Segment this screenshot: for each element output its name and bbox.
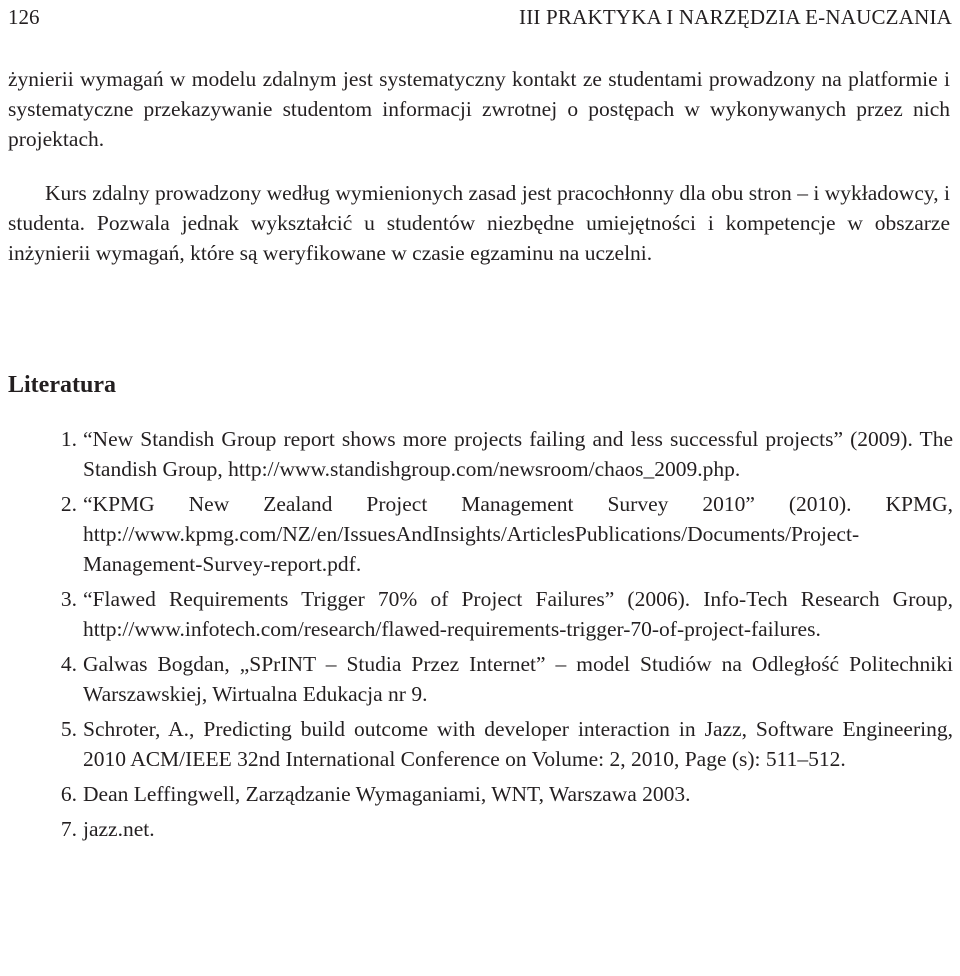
body-paragraph-2: Kurs zdalny prowadzony według wymienionych zasad jest pracochłonny dla obu stron – i wykładowcy, i studenta. Pozwala jednak wykształcić u studentów niezbędne umiejętności i kompetencje w obszarze inżynierii wymagań, które są weryfikowane w czasie egzaminu na uczelni. [8, 181, 950, 265]
reference-text: jazz.net. [83, 817, 155, 841]
running-header [8, 2, 952, 32]
reference-number: 2. [60, 492, 77, 516]
reference-item [47, 714, 953, 774]
reference-item [47, 814, 953, 844]
literature-heading: Literatura [8, 372, 116, 398]
reference-number: 5. [60, 717, 77, 741]
reference-item [47, 489, 953, 579]
reference-item [47, 649, 953, 709]
reference-text: Galwas Bogdan, „SPrINT – Studia Przez Internet” – model Studiów na Odległość Politechniki Warszawskiej, Wirtualna Edukacja nr 9. [83, 652, 953, 706]
reference-item [47, 779, 953, 809]
reference-text: “KPMG New Zealand Project Management Survey 2010” (2010). KPMG, http://www.kpmg.com/NZ/en/IssuesAndInsights/ArticlesPublications/Documents/Project-Management-Survey-report.pdf. [83, 492, 953, 576]
reference-item [47, 424, 953, 484]
reference-text: Dean Leffingwell, Zarządzanie Wymaganiami, WNT, Warszawa 2003. [83, 782, 691, 806]
reference-number: 3. [60, 587, 77, 611]
reference-number: 1. [60, 427, 77, 451]
chapter-title: III PRAKTYKA I NARZĘDZIA E-NAUCZANIA [519, 5, 952, 29]
reference-text: “New Standish Group report shows more projects failing and less successful projects” (2009). The Standish Group, http://www.standishgroup.com/newsroom/chaos_2009.php. [83, 427, 953, 481]
reference-number: 6. [60, 782, 77, 806]
reference-list [47, 424, 953, 849]
reference-text: Schroter, A., Predicting build outcome with developer interaction in Jazz, Software Engineering, 2010 ACM/IEEE 32nd International Conference on Volume: 2, 2010, Page (s): 511–512. [83, 717, 953, 771]
reference-item [47, 584, 953, 644]
reference-number: 7. [60, 817, 77, 841]
body-paragraph-1: żynierii wymagań w modelu zdalnym jest systematyczny kontakt ze studentami prowadzony na platformie i systematyczne przekazywanie studentom informacji zwrotnej o postępach w wykonywanych przez nich projektach. [8, 67, 950, 151]
reference-text: “Flawed Requirements Trigger 70% of Project Failures” (2006). Info-Tech Research Group, http://www.infotech.com/research/flawed-requirements-trigger-70-of-project-failures. [83, 587, 953, 641]
reference-number: 4. [60, 652, 77, 676]
page-number: 126 [8, 5, 40, 29]
